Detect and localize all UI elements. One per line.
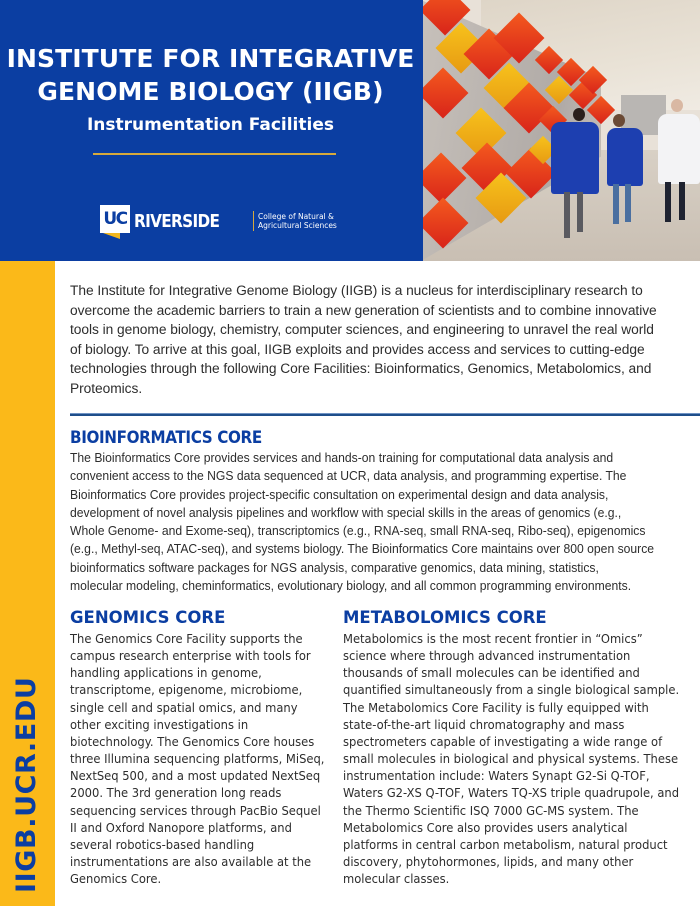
person — [658, 114, 700, 184]
riverside-wordmark: RIVERSIDE — [134, 210, 220, 232]
website-url[interactable]: IIGB.UCR.EDU — [11, 676, 42, 893]
title-line: INSTITUTE FOR INTEGRATIVE — [6, 44, 415, 73]
section-divider — [70, 413, 700, 416]
genomics-heading: GENOMICS CORE — [70, 608, 226, 627]
metabolomics-paragraph: Metabolomics is the most recent frontier in “Omics” science where through advanced instrumentation thousands of small molecules can be identified and quantified simultaneously from a single biological sample. The Metabolomics Core Facility is fully equipped with state-of-the-art liquid chromatography and mass spectrometers capable of investigating a wide range of small molecules in biological and physical systems. These instrumentation include: Waters Synapt G2-Si Q-TOF, Waters G2-XS Q-TOF, Waters TQ-XS triple quadrupole, and the Thermo Scientific ISQ 7000 GC-MS system. The Metabolomics Core also provides users analytical platforms in central carbon metabolism, natural product discovery, phytohormones, lipids, and many other molecular classes. — [343, 631, 680, 887]
college-name: College of Natural & Agricultural Sciences — [258, 211, 337, 230]
header-blue-panel — [0, 0, 421, 261]
metabolomics-heading: METABOLOMICS CORE — [343, 608, 547, 627]
page-title — [0, 42, 421, 108]
hero-photo — [421, 0, 700, 261]
bioinformatics-heading: BIOINFORMATICS CORE — [70, 428, 262, 447]
person — [551, 122, 599, 194]
intro-paragraph: The Institute for Integrative Genome Biology (IIGB) is a nucleus for interdisciplinary research to overcome the academic barriers to train a new generation of scientists and to combine innovative tools in genome biology, chemistry, computer sciences, and engineering to unravel the real world of biology. To arrive at this goal, IIGB exploits and provides access and services to cutting-edge technologies through the following Core Facilities: Bioinformatics, Genomics, Metabolomics, and Proteomics. — [70, 283, 657, 397]
logo-separator — [253, 211, 254, 231]
person — [607, 128, 643, 186]
uc-mark-icon: UC — [100, 203, 130, 239]
header-banner — [0, 0, 700, 261]
page-subtitle: Instrumentation Facilities — [86, 115, 334, 135]
ucr-logo — [100, 201, 337, 241]
title-line: GENOME BIOLOGY (IIGB) — [37, 77, 384, 106]
bioinformatics-paragraph: The Bioinformatics Core provides services and hands-on training for computational data analysis and convenient access to the NGS data sequenced at UCR, data analysis, and programming expertise. The Bioinformatics Core provides project-specific consultation on experimental design and data analysis, development of novel analysis pipelines and workflow with special skills in the areas of genomics (e.g., Whole Genome- and Exome-seq), transcriptomics (e.g., RNA-seq, small RNA-seq, Ribo-seq), epigenomics (e.g., Methyl-seq, ATAC-seq), and systems biology. The Bioinformatics Core maintains over 800 open source bioinformatics software packages for NGS analysis, comparative genomics, data mining, statistics, molecular modeling, cheminformatics, evolutionary biology, and all common programming environments. — [70, 451, 655, 594]
genomics-paragraph: The Genomics Core Facility supports the campus research enterprise with tools for handling applications in genome, transcriptome, epigenome, microbiome, single cell and spatial omics, and many other exciting investigations in biotechnology. The Genomics Core houses three Illumina sequencing platforms, MiSeq, NextSeq 500, and a most updated NextSeq 2000. The 3rd generation long reads sequencing services through PacBio Sequel II and Oxford Nanopore platforms, and several robotics-based handling instrumentations are also available at the Genomics Core. — [70, 631, 325, 887]
title-divider — [93, 153, 336, 155]
